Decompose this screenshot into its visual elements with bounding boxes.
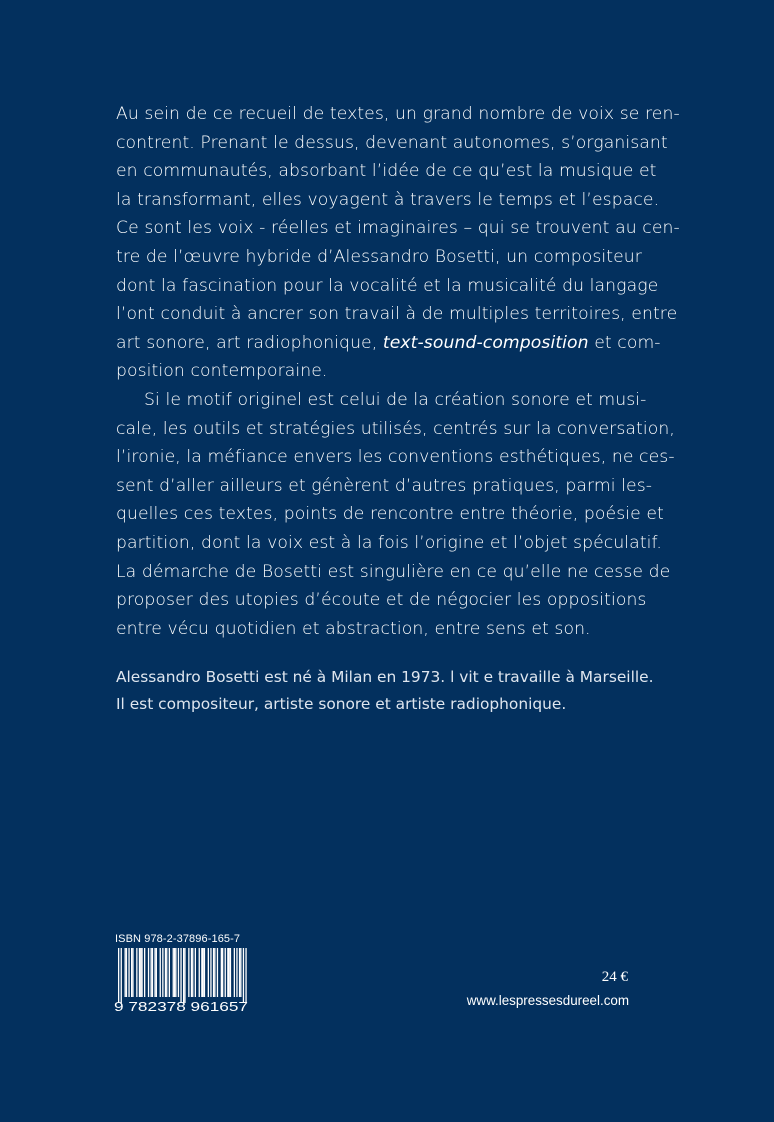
barcode-bar [191,948,192,997]
barcode-bar [169,948,170,997]
blurb-line: Ce sont les voix - réelles et imaginaires – qui se trouvent au cen- [116,218,680,239]
barcode-bar [221,948,222,997]
barcode-bar [239,948,240,997]
isbn-barcode [114,933,252,1013]
barcode-bar [188,948,189,997]
barcode-bar [227,948,228,997]
blurb-line: l’ironie, la méfiance envers les conventions esthétiques, ne ces- [116,447,675,468]
barcode-bar [245,948,246,1003]
barcode-bar [178,948,179,997]
blurb-line: La démarche de Bosetti est singulière en ce qu’elle ne cesse de [116,561,671,582]
barcode-bar [229,948,230,997]
blurb-line: contrent. Prenant le dessus, devenant autonomes, s’organisant [116,132,668,153]
blurb-line: sent d’aller ailleurs et génèrent d’autres pratiques, parmi les- [116,475,653,496]
barcode-bar [203,948,204,997]
barcode-bar [234,948,235,997]
barcode-icon [114,948,250,1014]
blurb-line: l’ont conduit à ancrer son travail à de multiples territoires, entre [116,304,678,325]
blurb-line: Au sein de ce recueil de textes, un grand nombre de voix se ren- [116,104,680,124]
blurb-line: en communautés, absorbant l’idée de ce qu’est la musique et [116,161,657,182]
blurb-paragraph-1 [116,100,680,386]
isbn-label: ISBN 978-2-37896-165-7 [115,933,241,945]
barcode-bar [184,948,185,1003]
blurb-line: quelles ces textes, points de rencontre entre théorie, poésie et [116,504,664,525]
barcode-bar [214,948,215,997]
barcode-bar [204,948,205,997]
barcode-bar [236,948,237,997]
barcode-bar [125,948,126,997]
bio-line: Il est compositeur, artiste sonore et artiste radiophonique. [116,695,567,713]
barcode-bar [151,948,152,997]
barcode-bar [140,948,141,997]
barcode-bar [217,948,218,997]
blurb-paragraph-2 [116,386,675,643]
barcode-bar [148,948,149,997]
barcode-bar [240,948,241,997]
blurb-line: partition, dont la voix est à la fois l’origine et l’objet spéculatif. [116,532,662,553]
blurb-line: tre de l’œuvre hybride d’Alessandro Bosetti, un compositeur [116,246,642,267]
barcode-bar [139,948,140,997]
barcode-bar [126,948,127,997]
barcode-bar [210,948,211,997]
barcode-bar [162,948,163,997]
barcode-bar [180,948,181,1003]
barcode-bar [243,948,244,1003]
barcode-bar [208,948,209,997]
blurb-line: la transformant, elles voyagent à travers le temps et l’espace. [116,189,660,210]
publisher-website: www.lespressesdureel.com [466,993,629,1008]
barcode-bar [173,948,174,997]
barcode-bar [222,948,223,997]
barcode-bar [121,948,122,1003]
blurb-text: art sonore, art radiophonique, [116,332,383,353]
barcode-bar [230,948,231,997]
blurb-line: entre vécu quotidien et abstraction, entre sens et son. [116,618,591,639]
italic-work-title: text-sound-composition [382,332,589,353]
barcode-bar [128,948,129,997]
barcode-bar [195,948,196,997]
blurb-line: cale, les outils et stratégies utilisés, centrés sur la conversation, [116,418,675,439]
barcode-bar [154,948,155,997]
barcode-bar [141,948,142,997]
barcode-bar [144,948,145,997]
barcode-bar [225,948,226,997]
author-bio [116,664,656,718]
barcode-bar [183,948,184,1003]
blurb-text: et com- [588,332,661,353]
barcode-bar [156,948,157,997]
barcode-bar [199,948,200,997]
barcode-bar [118,948,119,1003]
barcode-bar [131,948,132,997]
blurb-line: dont la fascination pour la vocalité et la musicalité du langage [116,275,659,296]
barcode-bar [132,948,133,997]
barcode-bar [152,948,153,997]
barcode-bar [160,948,161,997]
barcode-bar [166,948,167,997]
bio-line: Alessandro Bosetti est né à Milan en 1973. l vit e travaille à Marseille. [116,668,654,686]
barcode-bar [174,948,175,997]
back-cover-blurb [116,100,680,643]
blurb-line [116,329,661,358]
barcode-bar [175,948,176,997]
barcode-bar [201,948,202,997]
barcode-bar [136,948,137,997]
blurb-line: Si le motif originel est celui de la création sonore et musi- [144,389,647,410]
blurb-line: position contemporaine. [116,361,328,382]
barcode-bar [192,948,193,997]
blurb-line: proposer des utopies d’écoute et de négocier les oppositions [116,590,647,611]
barcode-digits: 9 782378 961657 [114,1000,249,1014]
barcode-bar [213,948,214,997]
price-label: 24 € [601,969,628,985]
barcode-bar [165,948,166,997]
